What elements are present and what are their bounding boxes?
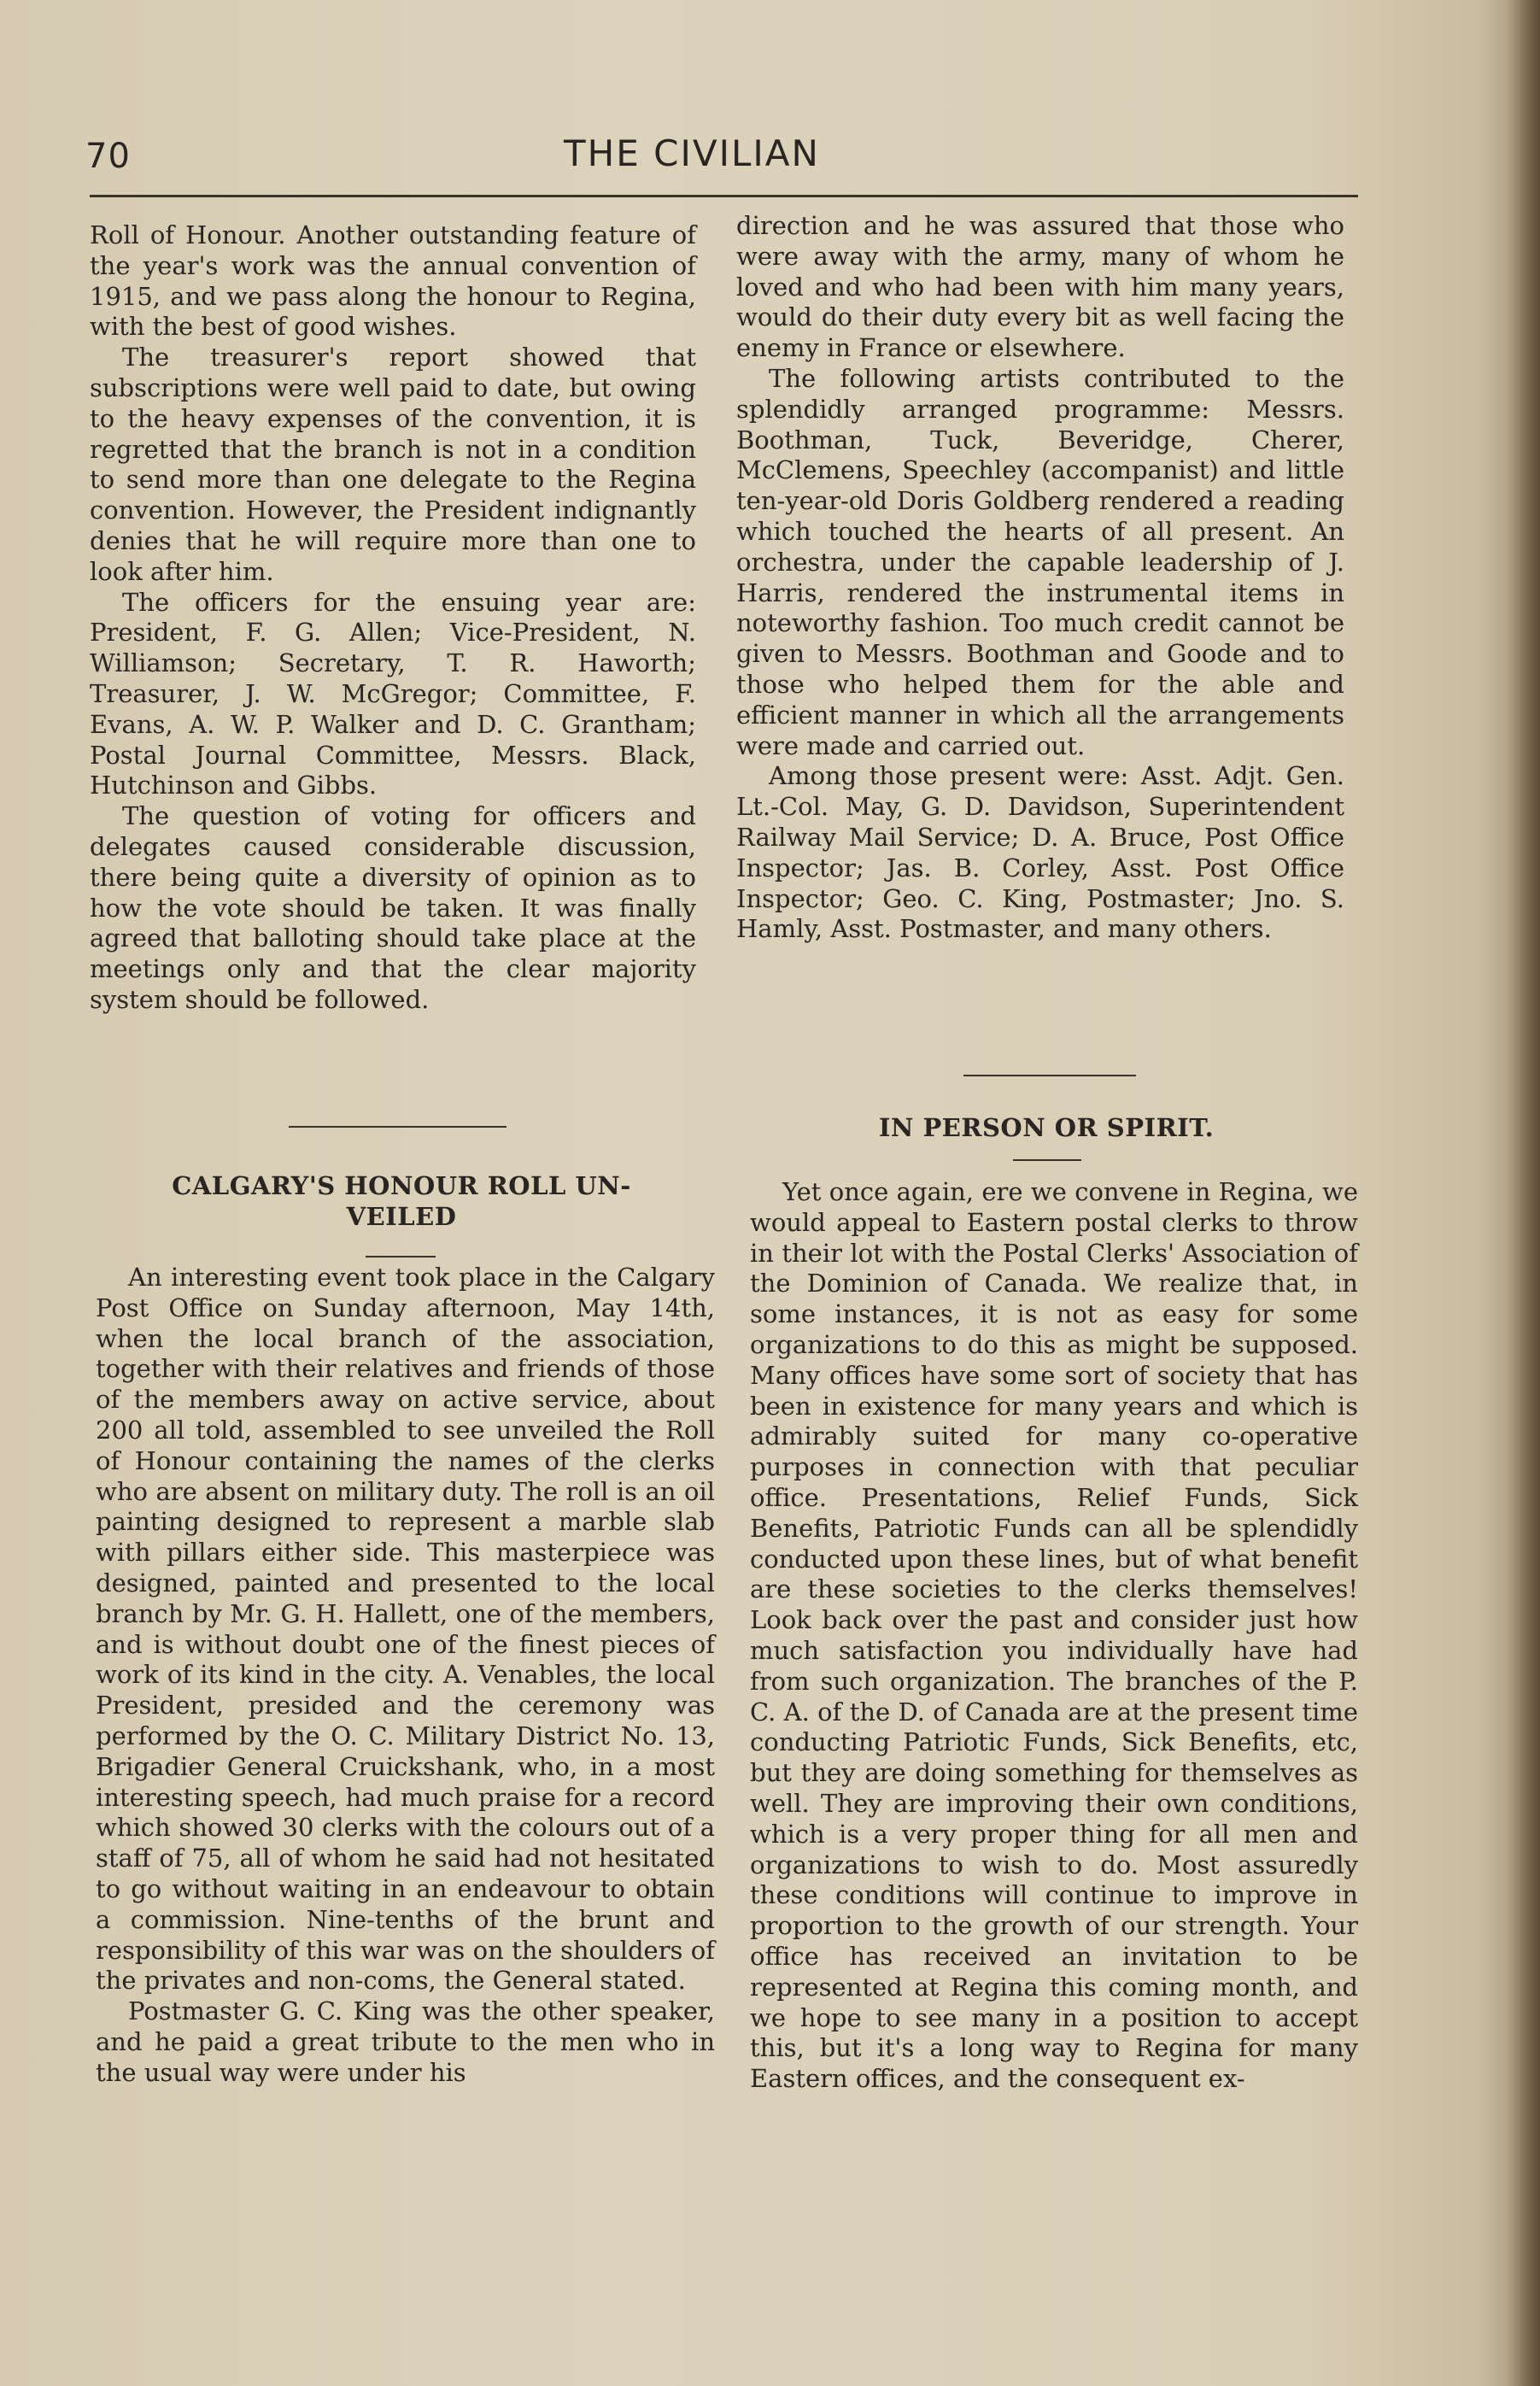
binding-spine [1506,0,1540,2386]
headline-line: VEILED [346,1202,457,1231]
paragraph: Postmaster G. C. King was the other speaker, and he paid a great tribute to the men who in the usual way were under his [96,1996,715,2087]
paragraph: direction and he was assured that those who were away with the army, many of whom he loved and who had been with him many years, would do their duty every bit as well facing the enemy in France or elsewhere. [736,211,1344,363]
paragraph: An interesting event took place in the Calgary Post Office on Sunday afternoon, May 14th, when the local branch of the association, together with their relatives and friends of those of the members away on active service, about 200 all told, assembled to see unveiled the Roll of Honour containing the names of the clerks who are absent on military duty. The roll is an oil painting designed to represent a marble slab with pillars either side. This masterpiece was designed, painted and presented to the local branch by Mr. G. H. Hallett, one of the members, and is without doubt one of the finest pieces of work of its kind in the city. A. Venables, the local President, presided and the ceremony was performed by the O. C. Military District No. 13, Brigadier General Cruickshank, who, in a most interesting speech, had much praise for a record which showed 30 clerks with the colours out of a staff of 75, all of whom he said had not hesitated to go without waiting in an endeavour to obtain a commission. Nine-tenths of the brunt and responsibility of this war was on the shoulders of the privates and non-coms, the General stated. [96,1263,715,1996]
paragraph: The officers for the ensuing year are: President, F. G. Allen; Vice-President, N. Williamson; Secretary, T. R. Haworth; Treasurer, J. W. McGregor; Committee, F. Evans, A. W. P. Walker and D. C. Grantham; Postal Journal Committee, Messrs. Black, Hutchinson and Gibbs. [90,587,696,800]
section-divider [289,1126,507,1128]
headline-line: CALGARY'S HONOUR ROLL UN- [172,1171,631,1200]
paragraph: Yet once again, ere we convene in Regina, we would appeal to Eastern postal clerks to throw in their lot with the Postal Clerks' Association of the Dominion of Canada. We realize that, in some instances, it is not as easy for some organizations to do this as might be supposed. Many offices have some sort of society that has been in existence for many years and which is admirably suited for many co-operative purposes in connection with that peculiar office. Presentations, Relief Funds, Sick Benefits, Patriotic Funds can all be splendidly conducted upon these lines, but of what benefit are these societies to the clerks themselves! Look back over the past and consider just how much satisfaction you individually have had from such organization. The branches of the P. C. A. of the D. of Canada are at the present time conducting Patriotic Funds, Sick Benefits, etc, but they are doing something for themselves as well. They are improving their own conditions, which is a very proper thing for all men and organizations to wish to do. Most assuredly these conditions will continue to improve in proportion to the growth of our strength. Your office has received an invitation to be represented at Regina this coming month, and we hope to see many in a position to accept this, but it's a long way to Regina for many Eastern offices, and the consequent ex- [750,1177,1358,2094]
paragraph: The treasurer's report showed that subscriptions were well paid to date, but owing to the heavy expenses of the convention, it is regretted that the branch is not in a condition to send more than one delegate to the Regina convention. However, the President indignantly denies that he will require more than one to look after him. [90,343,696,586]
right-column-top [736,211,1344,945]
section-divider [963,1075,1136,1076]
paragraph: Among those present were: Asst. Adjt. Gen. Lt.-Col. May, G. D. Davidson, Superintendent Railway Mail Service; D. A. Bruce, Post Office Inspector; Jas. B. Corley, Asst. Post Office Inspector; Geo. C. King, Postmaster; Jno. S. Hamly, Asst. Postmaster, and many others. [736,761,1344,944]
paragraph: The following artists contributed to the splendidly arranged programme: Messrs. Boothman, Tuck, Beveridge, Cherer, McClemens, Speechley (accompanist) and little ten-year-old Doris Goldberg rendered a reading which touched the hearts of all present. An orchestra, under the capable leadership of J. Harris, rendered the instrumental items in noteworthy fashion. Too much credit cannot be given to Messrs. Boothman and Goode and to those who helped them for the able and efficient manner in which all the arrangements were made and carried out. [736,363,1344,760]
header-rule [90,195,1358,197]
page-number: 70 [85,137,131,176]
calgary-headline [111,1170,692,1232]
paragraph: The question of voting for officers and delegates caused considerable discussion, there being quite a diversity of opinion as to how the vote should be taken. It was finally agreed that balloting should take place at the meetings only and that the clear majority system should be followed. [90,801,696,1014]
spirit-headline: IN PERSON OR SPIRIT. [878,1113,1215,1142]
left-column-top [90,220,696,1016]
publication-title: THE CIVILIAN [564,132,820,174]
paragraph: Roll of Honour. Another outstanding feature of the year's work was the annual convention of 1915, and we pass along the honour to Regina, with the best of good wishes. [90,220,696,342]
calgary-article-body [96,1263,715,2089]
headline-underline [366,1256,436,1257]
headline-underline [1013,1159,1081,1161]
spirit-article-body [750,1177,1358,2095]
